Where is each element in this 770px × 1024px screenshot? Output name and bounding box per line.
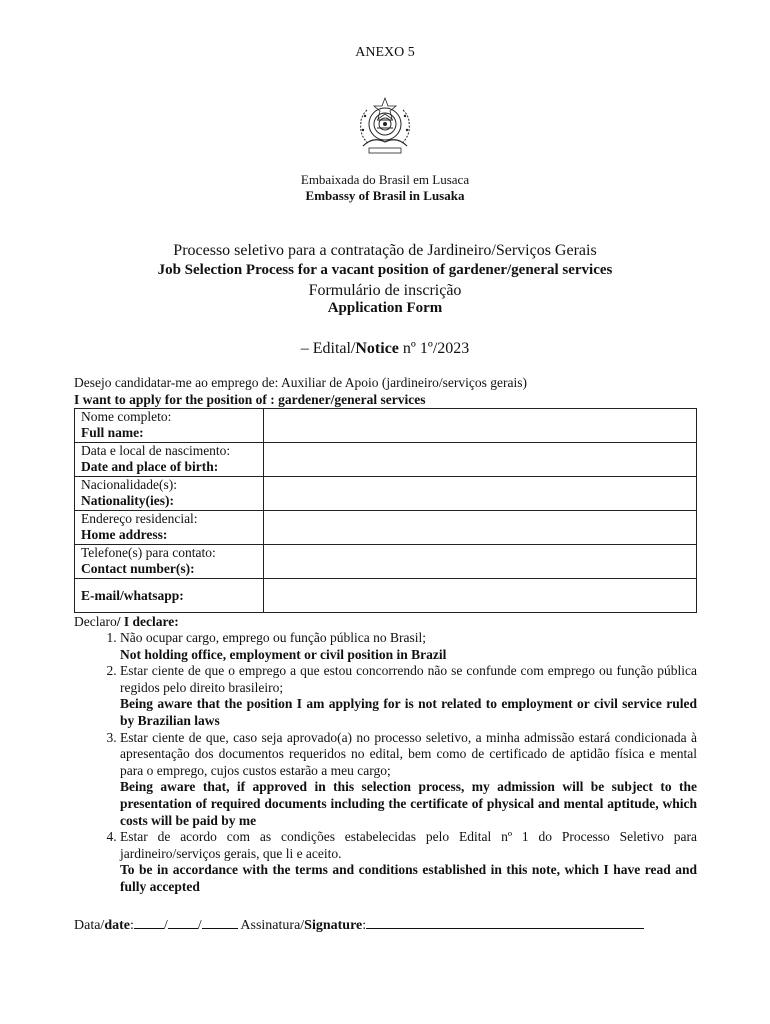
declaration-item — [120, 730, 697, 830]
notice-number — [0, 340, 770, 358]
form-title-en: Application Form — [327, 300, 443, 316]
label-en: Contact number(s): — [81, 561, 195, 576]
label-en: Full name: — [81, 425, 144, 440]
contact-number-field[interactable] — [264, 545, 697, 579]
declaration-en: Being aware that the position I am applying for is not related to employment or civil service ruled by Brazilian laws — [120, 696, 697, 728]
label-en: E-mail/whatsapp: — [81, 588, 184, 603]
form-row-address — [75, 511, 697, 545]
apply-position-en: I want to apply for the position of : gardener/general services — [74, 392, 426, 407]
application-form-table — [74, 408, 697, 613]
home-address-field[interactable] — [264, 511, 697, 545]
form-title-pt: Formulário de inscrição — [308, 282, 462, 299]
email-whatsapp-field[interactable] — [264, 579, 697, 613]
notice-prefix: – Edital/ — [300, 340, 356, 357]
declare-heading — [74, 614, 179, 630]
form-label — [75, 409, 264, 443]
form-row-nationality — [75, 477, 697, 511]
declaration-pt: Estar de acordo com as condições estabelecidas pelo Edital nº 1 do Processo Seletivo para jardineiro/serviços gerais, que li e aceito. — [120, 829, 697, 861]
label-pt: Nacionalidade(s): — [81, 477, 177, 492]
signature-label-pt: Assinatura/ — [240, 918, 305, 933]
form-label — [75, 443, 264, 477]
declaration-pt: Não ocupar cargo, emprego ou função pública no Brasil; — [120, 630, 427, 645]
brazil-coat-of-arms-icon — [355, 96, 415, 158]
notice-value: nº 1º/2023 — [398, 340, 470, 357]
declaration-item — [120, 663, 697, 729]
notice-label: Notice — [355, 340, 399, 357]
date-year-field[interactable] — [202, 916, 238, 929]
declaration-item — [120, 829, 697, 895]
form-row-full-name — [75, 409, 697, 443]
declare-pt: Declaro — [74, 614, 117, 629]
declaration-pt: Estar ciente de que, caso seja aprovado(a) no processo seletivo, a minha admissão estará condicionada à apresentação dos documentos requeridos no edital, bem como de certificado de aptidão física e mental para o emprego, cujos custos estarão a meu cargo; — [120, 729, 697, 778]
embassy-name-pt: Embaixada do Brasil em Lusaca — [300, 172, 470, 187]
label-pt: Data e local de nascimento: — [81, 443, 231, 458]
label-pt: Telefone(s) para contato: — [81, 545, 216, 560]
birth-date-place-field[interactable] — [264, 443, 697, 477]
declaration-en: Not holding office, employment or civil position in Brazil — [120, 646, 447, 662]
declaration-item — [120, 630, 697, 663]
label-en: Home address: — [81, 527, 168, 542]
signature-field[interactable] — [366, 916, 644, 929]
apply-position-pt: Desejo candidatar-me ao emprego de: Auxiliar de Apoio (jardineiro/serviços gerais) — [74, 375, 527, 390]
signature-label-en: Signature — [304, 918, 363, 933]
form-label — [75, 477, 264, 511]
declaration-en: Being aware that, if approved in this selection process, my admission will be subject to the presentation of required documents including the certificate of physical and mental aptitude, which costs will be paid by me — [120, 779, 697, 828]
form-label — [75, 511, 264, 545]
annex-label: ANEXO 5 — [355, 45, 415, 60]
label-en: Nationality(ies): — [81, 493, 174, 508]
process-title-pt: Processo seletivo para a contratação de Jardineiro/Serviços Gerais — [173, 242, 597, 259]
form-row-email — [75, 579, 697, 613]
label-en: Date and place of birth: — [81, 459, 219, 474]
form-label — [75, 545, 264, 579]
signature-line: Data/date: / / Assinatura/Signature: — [74, 916, 644, 934]
form-label — [75, 579, 264, 613]
date-label-en: date — [104, 918, 130, 933]
process-title-en: Job Selection Process for a vacant position of gardener/general services — [157, 262, 613, 278]
declaration-en: To be in accordance with the terms and conditions established in this note, which I have read and fully accepted — [120, 862, 697, 894]
label-pt: Nome completo: — [81, 409, 172, 424]
declaration-list — [74, 630, 697, 896]
declare-en: / I declare: — [116, 614, 179, 629]
form-row-birth — [75, 443, 697, 477]
form-row-contact — [75, 545, 697, 579]
embassy-name-en: Embassy of Brasil in Lusaka — [305, 188, 465, 203]
date-day-field[interactable] — [134, 916, 164, 929]
full-name-field[interactable] — [264, 409, 697, 443]
date-label-pt: Data/ — [74, 918, 105, 933]
date-month-field[interactable] — [168, 916, 198, 929]
label-pt: Endereço residencial: — [81, 511, 198, 526]
declaration-pt: Estar ciente de que o emprego a que estou concorrendo não se confunde com emprego ou função pública regidos pelo direito brasileiro; — [120, 663, 697, 695]
nationality-field[interactable] — [264, 477, 697, 511]
